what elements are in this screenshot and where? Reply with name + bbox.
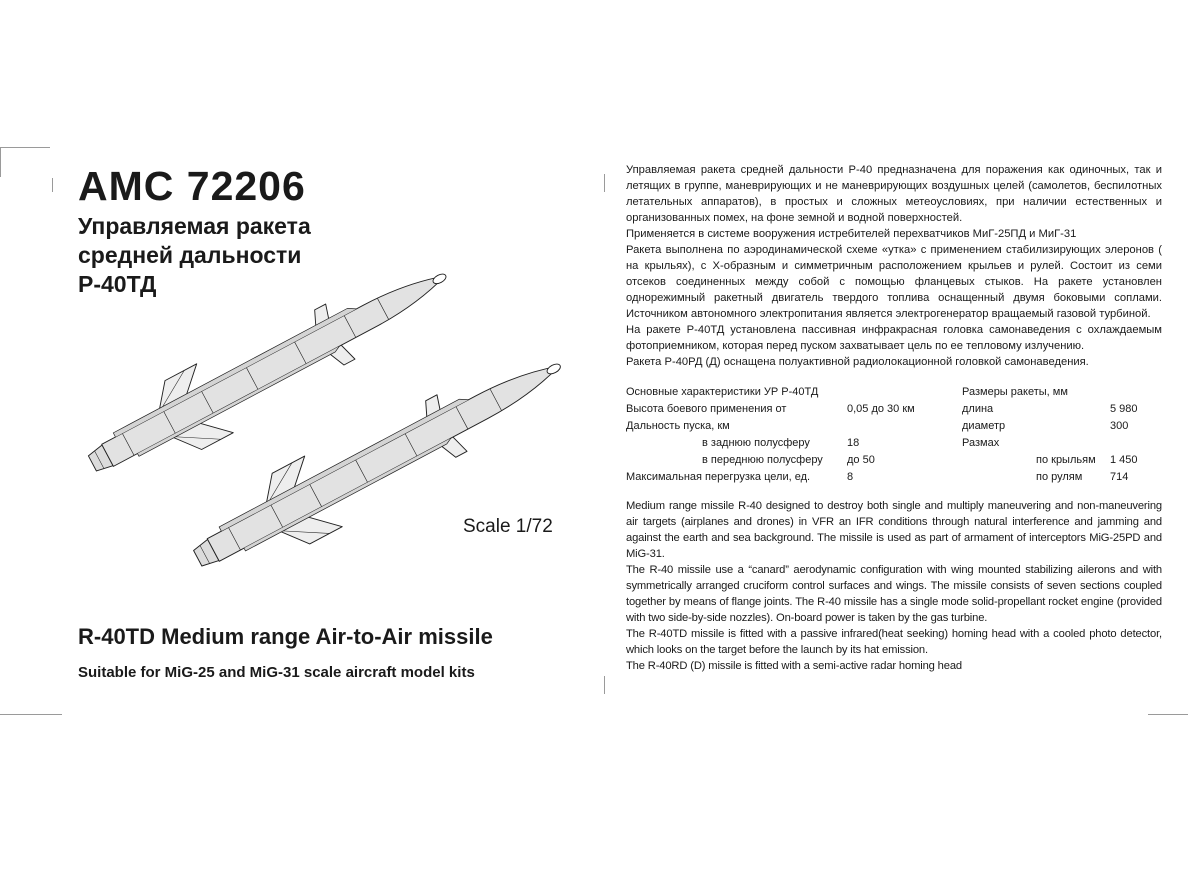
spec-fin-label: по рулям [1036,471,1083,483]
spec-overload-label: Максимальная перегрузка цели, ед. [626,471,811,483]
crop-mark-mid-top [604,174,605,192]
spec-rear-value: 18 [847,437,860,449]
ru-paragraph-2: Применяется в системе вооружения истребителей перехватчиков МиГ-25ПД и МиГ-31 [626,228,1077,240]
crop-mark-bottom-right [1148,714,1188,715]
spec-rear-label: в заднюю полусферу [702,437,810,449]
en-paragraph-2: The R-40 missile use a “canard” aerodynamic configuration with wing mounted stabilizing ailerons and with symmetrically arranged cruciform control surfaces and wings. The missile consists of seven sections coupled together by means of flange joints. The R-40 missile has a single mode solid-propellant rocket engine (provided with two side-by-side nozzles). On-board power is taken by the gas turbine. [626,564,1162,624]
spec-wing-value: 1 450 [1110,454,1138,466]
ru-paragraph-5: Ракета Р-40РД (Д) оснащена полуактивной радиолокационной головкой самонаведения. [626,356,1089,368]
spec-range-label: Дальность пуска, км [626,420,730,432]
russian-title-line-3: Р-40ТД [78,271,157,297]
ru-paragraph-3: Ракета выполнена по аэродинамической схеме «утка» с применением стабилизирующих элеронов ( на крыльях), с Х-образным и симметричным расположением крыльев и рулей. Состоит из семи отсеков соединенных между собой с помощью фланцевых стыков. На ракете установлен однорежимный ракетный двигатель твердого топлива оснащенный двумя боковыми соплами. Источником автономного электропитания является электрогенератор вращаемый газовой турбиной. [626,244,1162,320]
en-paragraph-1: Medium range missile R-40 designed to destroy both single and multiply maneuvering and non-maneuvering air targets (airplanes and drones) in VFR an IFR conditions through natural interference and jamming and against the earth and sea background. The missile is used as part of armament of interceptors MiG-25PD and MiG-31. [626,500,1162,560]
english-description [626,498,1162,674]
spec-length-label: длина [962,403,994,415]
spec-front-label: в переднюю полусферу [702,454,823,466]
spec-altitude-label: Высота боевого применения от [626,403,787,415]
crop-mark-mid-bottom [604,676,605,694]
description-column [626,162,1162,674]
spec-altitude-value: 0,05 до 30 км [847,403,915,415]
spec-overload-value: 8 [847,471,854,483]
spec-span-label: Размах [962,437,1000,449]
missile-drawing [60,220,600,600]
ru-paragraph-4: На ракете Р-40ТД установлена пассивная инфракрасная головка самонаведения с охлаждаемым фотоприемником, которая перед пуском захватывает цель по ее тепловому излучению. [626,324,1162,352]
specifications-table [626,386,1162,490]
spec-front-value: до 50 [847,454,875,466]
spec-diameter-value: 300 [1110,420,1129,432]
spec-heading-dimensions: Размеры ракеты, мм [962,386,1068,398]
scale-label: Scale 1/72 [463,516,553,537]
russian-description [626,162,1162,370]
english-subtitle: Suitable for MiG-25 and MiG-31 scale aircraft model kits [78,664,475,681]
spec-fin-value: 714 [1110,471,1129,483]
spec-diameter-label: диаметр [962,420,1006,432]
russian-title-line-2: средней дальности [78,242,302,268]
english-title: R-40TD Medium range Air-to-Air missile [78,624,493,649]
en-paragraph-3: The R-40TD missile is fitted with a passive infrared(heat seeking) homing head with a cooled photo detector, which looks on the target before the launch by its hat emission. [626,628,1162,656]
spec-length-value: 5 980 [1110,403,1138,415]
spec-wing-label: по крыльям [1036,454,1096,466]
russian-title-line-1: Управляемая ракета [78,213,311,239]
product-code: AMC 72206 [78,163,306,209]
ru-paragraph-1: Управляемая ракета средней дальности Р-40 предназначена для поражения как одиночных, так и летящих в группе, маневрирующих и не маневрирующих воздушных целей (самолетов, беспилотных летательных аппаратов), в простых и сложных метеоусловиях, при наличии естественных и организованных помех, на фоне земной и водной поверхностей. [626,164,1162,224]
spec-heading-main: Основные характеристики УР Р-40ТД [626,386,819,398]
en-paragraph-4: The R-40RD (D) missile is fitted with a semi-active radar homing head [626,660,962,672]
